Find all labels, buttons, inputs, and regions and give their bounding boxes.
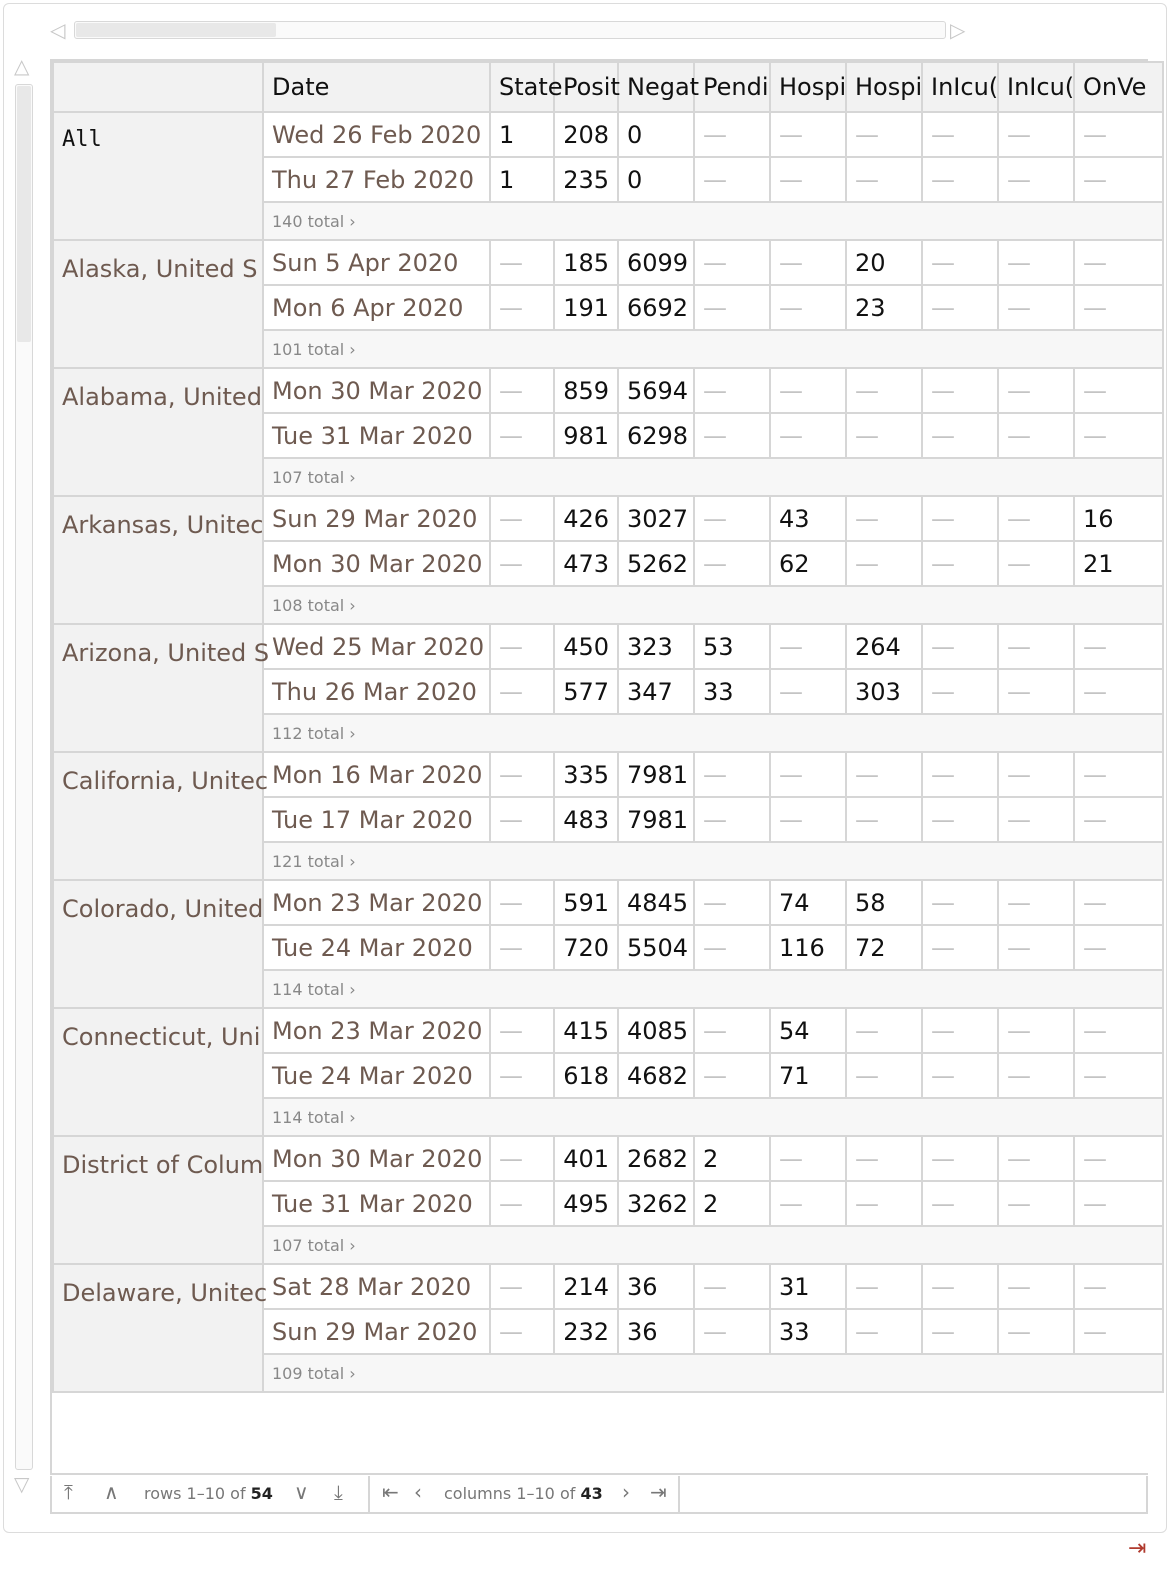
data-cell: 1	[490, 157, 554, 202]
group-total-link[interactable]: 140 total ›	[263, 202, 1163, 240]
data-cell: 6298	[618, 413, 694, 458]
data-cell: —	[846, 797, 922, 842]
data-cell: 185	[554, 240, 618, 285]
data-cell: —	[770, 157, 846, 202]
date-cell[interactable]: Sun 5 Apr 2020	[263, 240, 490, 285]
data-cell: 591	[554, 880, 618, 925]
data-cell: —	[922, 1309, 998, 1354]
data-cell: —	[1074, 1309, 1163, 1354]
data-cell: 16	[1074, 496, 1163, 541]
data-cell: —	[694, 797, 770, 842]
data-cell: —	[922, 413, 998, 458]
data-cell: —	[694, 285, 770, 330]
prev-columns-icon[interactable]: ‹	[414, 1480, 422, 1504]
data-cell: 3262	[618, 1181, 694, 1226]
data-cell: —	[922, 1181, 998, 1226]
data-cell: —	[770, 1181, 846, 1226]
data-cell: 2682	[618, 1136, 694, 1181]
vertical-scroll-track[interactable]	[15, 84, 33, 1470]
table-row	[53, 1264, 1163, 1309]
group-label[interactable]: Arkansas, Unitec	[53, 496, 263, 624]
column-header[interactable]: Hospi	[846, 62, 922, 112]
group-label[interactable]: All	[53, 112, 263, 240]
date-cell[interactable]: Thu 27 Feb 2020	[263, 157, 490, 202]
data-cell: —	[1074, 240, 1163, 285]
data-cell: —	[998, 285, 1074, 330]
data-cell: —	[770, 413, 846, 458]
data-cell: —	[490, 1309, 554, 1354]
data-cell: —	[1074, 797, 1163, 842]
column-header[interactable]: InIcu(	[922, 62, 998, 112]
date-cell[interactable]: Wed 25 Mar 2020	[263, 624, 490, 669]
data-cell: —	[1074, 624, 1163, 669]
data-cell: —	[694, 925, 770, 970]
data-cell: —	[922, 240, 998, 285]
data-cell: —	[998, 752, 1074, 797]
date-cell[interactable]: Tue 31 Mar 2020	[263, 413, 490, 458]
data-cell: 54	[770, 1008, 846, 1053]
data-cell: 483	[554, 797, 618, 842]
data-cell: 4085	[618, 1008, 694, 1053]
data-cell: —	[694, 368, 770, 413]
export-icon[interactable]: ⇥	[1128, 1536, 1147, 1561]
data-cell: —	[1074, 112, 1163, 157]
data-cell: —	[1074, 669, 1163, 714]
data-cell: —	[846, 413, 922, 458]
data-cell: —	[998, 541, 1074, 586]
data-cell: —	[694, 752, 770, 797]
data-cell: —	[922, 1136, 998, 1181]
data-cell: 577	[554, 669, 618, 714]
column-header[interactable]: Posit	[554, 62, 618, 112]
data-cell: —	[490, 1053, 554, 1098]
data-cell: —	[1074, 157, 1163, 202]
data-cell: —	[998, 1181, 1074, 1226]
data-cell: —	[770, 285, 846, 330]
data-cell: —	[998, 669, 1074, 714]
header-row	[53, 62, 1163, 112]
data-cell: —	[846, 1053, 922, 1098]
data-cell: 303	[846, 669, 922, 714]
date-cell[interactable]: Mon 23 Mar 2020	[263, 1008, 490, 1053]
data-cell: —	[770, 112, 846, 157]
data-cell: —	[998, 240, 1074, 285]
data-cell: —	[1074, 368, 1163, 413]
data-cell: —	[770, 368, 846, 413]
data-cell: —	[770, 752, 846, 797]
data-cell: 33	[694, 669, 770, 714]
data-cell: —	[490, 1264, 554, 1309]
data-cell: 401	[554, 1136, 618, 1181]
date-cell[interactable]: Mon 30 Mar 2020	[263, 1136, 490, 1181]
data-cell: 981	[554, 413, 618, 458]
data-cell: —	[998, 157, 1074, 202]
data-cell: 62	[770, 541, 846, 586]
data-cell: 116	[770, 925, 846, 970]
data-cell: —	[846, 157, 922, 202]
pagination-bar	[50, 1476, 1148, 1514]
data-cell: —	[490, 669, 554, 714]
date-cell[interactable]: Sun 29 Mar 2020	[263, 1309, 490, 1354]
data-cell: —	[694, 1264, 770, 1309]
data-cell: —	[922, 285, 998, 330]
data-cell: 0	[618, 157, 694, 202]
data-cell: —	[1074, 880, 1163, 925]
data-cell: 2	[694, 1136, 770, 1181]
data-cell: —	[490, 752, 554, 797]
group-total-link[interactable]: 121 total ›	[263, 842, 1163, 880]
data-cell: —	[770, 797, 846, 842]
data-cell: —	[846, 1264, 922, 1309]
data-cell: 4682	[618, 1053, 694, 1098]
date-cell[interactable]: Mon 16 Mar 2020	[263, 752, 490, 797]
data-cell: 3027	[618, 496, 694, 541]
data-cell: —	[694, 541, 770, 586]
data-cell: —	[1074, 925, 1163, 970]
data-cell: —	[490, 1181, 554, 1226]
data-cell: —	[490, 624, 554, 669]
data-cell: —	[770, 624, 846, 669]
next-columns-icon[interactable]: ›	[622, 1480, 630, 1504]
first-rows-icon[interactable]: ⤒	[64, 1480, 73, 1504]
group-label[interactable]: Colorado, United	[53, 880, 263, 1008]
data-table	[50, 59, 1148, 1475]
date-cell[interactable]: Wed 26 Feb 2020	[263, 112, 490, 157]
data-cell: 450	[554, 624, 618, 669]
data-cell: 5694	[618, 368, 694, 413]
data-cell: —	[846, 541, 922, 586]
group-total-link[interactable]: 112 total ›	[263, 714, 1163, 752]
data-cell: 20	[846, 240, 922, 285]
data-cell: 58	[846, 880, 922, 925]
group-total-link[interactable]: 107 total ›	[263, 1226, 1163, 1264]
data-cell: 235	[554, 157, 618, 202]
data-cell: —	[998, 112, 1074, 157]
data-cell: —	[490, 541, 554, 586]
data-cell: 618	[554, 1053, 618, 1098]
columns-total: 43	[580, 1484, 603, 1503]
data-cell: —	[922, 496, 998, 541]
data-cell: 415	[554, 1008, 618, 1053]
data-cell: 232	[554, 1309, 618, 1354]
data-cell: 6099	[618, 240, 694, 285]
column-header[interactable]: InIcu(	[998, 62, 1074, 112]
date-cell[interactable]: Thu 26 Mar 2020	[263, 669, 490, 714]
column-header[interactable]: Negat	[618, 62, 694, 112]
data-cell: 5262	[618, 541, 694, 586]
data-cell: —	[998, 413, 1074, 458]
data-cell: 53	[694, 624, 770, 669]
data-cell: —	[846, 1181, 922, 1226]
data-cell: 859	[554, 368, 618, 413]
data-cell: 2	[694, 1181, 770, 1226]
data-cell: —	[694, 1309, 770, 1354]
data-cell: —	[922, 880, 998, 925]
data-cell: —	[694, 880, 770, 925]
columns-prefix: columns 1–10 of	[444, 1484, 576, 1503]
data-cell: 7981	[618, 797, 694, 842]
vertical-scrollbar[interactable]	[12, 56, 36, 1500]
data-cell: —	[770, 669, 846, 714]
data-cell: 33	[770, 1309, 846, 1354]
date-cell[interactable]: Tue 24 Mar 2020	[263, 925, 490, 970]
data-cell: —	[998, 797, 1074, 842]
table-row	[53, 1008, 1163, 1053]
data-cell: 36	[618, 1309, 694, 1354]
column-header[interactable]: Date	[263, 62, 490, 112]
data-cell: —	[490, 1136, 554, 1181]
group-label[interactable]: California, Unitec	[53, 752, 263, 880]
data-cell: 720	[554, 925, 618, 970]
rows-prefix: rows 1–10 of	[144, 1484, 246, 1503]
data-cell: 323	[618, 624, 694, 669]
data-cell: 6692	[618, 285, 694, 330]
data-cell: 0	[618, 112, 694, 157]
data-cell: —	[846, 112, 922, 157]
data-cell: 71	[770, 1053, 846, 1098]
data-cell: 74	[770, 880, 846, 925]
data-cell: —	[490, 797, 554, 842]
columns-indicator	[444, 1484, 603, 1503]
horizontal-scroll-thumb[interactable]	[76, 23, 276, 37]
date-cell[interactable]: Tue 31 Mar 2020	[263, 1181, 490, 1226]
date-cell[interactable]: Mon 30 Mar 2020	[263, 541, 490, 586]
scroll-up-icon[interactable]: △	[14, 54, 30, 78]
date-cell[interactable]: Mon 30 Mar 2020	[263, 368, 490, 413]
group-total-link[interactable]: 114 total ›	[263, 970, 1163, 1008]
horizontal-scrollbar[interactable]	[50, 18, 972, 44]
data-cell: —	[998, 1136, 1074, 1181]
data-cell: —	[1074, 752, 1163, 797]
data-cell: —	[1074, 285, 1163, 330]
data-cell: —	[694, 496, 770, 541]
data-cell: —	[1074, 1053, 1163, 1098]
data-cell: —	[694, 1008, 770, 1053]
scroll-right-icon[interactable]: ▷	[950, 18, 966, 42]
group-label[interactable]: Arizona, United S	[53, 624, 263, 752]
data-cell: —	[922, 797, 998, 842]
data-cell: 347	[618, 669, 694, 714]
data-cell: —	[998, 368, 1074, 413]
group-total-link[interactable]: 114 total ›	[263, 1098, 1163, 1136]
prev-rows-icon[interactable]: ∧	[104, 1480, 119, 1504]
data-cell: —	[490, 1008, 554, 1053]
data-cell: —	[846, 1309, 922, 1354]
group-total-link[interactable]: 107 total ›	[263, 458, 1163, 496]
data-cell: 36	[618, 1264, 694, 1309]
data-cell: —	[490, 240, 554, 285]
data-cell: —	[998, 1008, 1074, 1053]
data-cell: —	[998, 1309, 1074, 1354]
data-cell: —	[846, 1008, 922, 1053]
group-label[interactable]: Alabama, United	[53, 368, 263, 496]
data-cell: —	[694, 157, 770, 202]
table-row	[53, 368, 1163, 413]
rows-total: 54	[250, 1484, 273, 1503]
data-cell: 335	[554, 752, 618, 797]
data-cell: 208	[554, 112, 618, 157]
data-cell: —	[490, 413, 554, 458]
data-cell: —	[846, 496, 922, 541]
data-cell: —	[922, 925, 998, 970]
date-cell[interactable]: Tue 17 Mar 2020	[263, 797, 490, 842]
data-cell: 426	[554, 496, 618, 541]
scroll-left-icon[interactable]: ◁	[50, 18, 66, 42]
data-cell: —	[998, 1053, 1074, 1098]
table-row	[53, 880, 1163, 925]
data-cell: —	[922, 112, 998, 157]
first-columns-icon[interactable]: ⇤	[382, 1480, 399, 1504]
data-cell: —	[694, 1053, 770, 1098]
scroll-down-icon[interactable]: ▽	[14, 1472, 30, 1496]
data-cell: 43	[770, 496, 846, 541]
data-cell: 5504	[618, 925, 694, 970]
last-columns-icon[interactable]: ⇥	[650, 1480, 667, 1504]
data-cell: —	[694, 413, 770, 458]
footer-divider	[368, 1476, 370, 1514]
table-row	[53, 752, 1163, 797]
data-cell: —	[846, 752, 922, 797]
data-cell: 31	[770, 1264, 846, 1309]
data-cell: —	[1074, 1136, 1163, 1181]
data-cell: 264	[846, 624, 922, 669]
column-header[interactable]: Pendi	[694, 62, 770, 112]
table-row	[53, 496, 1163, 541]
data-cell: —	[1074, 1008, 1163, 1053]
group-label[interactable]: Alaska, United S	[53, 240, 263, 368]
data-cell: —	[1074, 1181, 1163, 1226]
date-cell[interactable]: Sat 28 Mar 2020	[263, 1264, 490, 1309]
date-cell[interactable]: Tue 24 Mar 2020	[263, 1053, 490, 1098]
data-cell: —	[694, 240, 770, 285]
column-header[interactable]: Hospi	[770, 62, 846, 112]
data-cell: —	[490, 925, 554, 970]
data-cell: —	[998, 496, 1074, 541]
data-cell: —	[922, 752, 998, 797]
data-cell: —	[922, 1053, 998, 1098]
column-header[interactable]: OnVe	[1074, 62, 1163, 112]
column-header[interactable]: State	[490, 62, 554, 112]
horizontal-scroll-track[interactable]	[74, 21, 946, 39]
table-row	[53, 1136, 1163, 1181]
rows-indicator	[144, 1484, 273, 1503]
table-row	[53, 240, 1163, 285]
data-cell: —	[490, 880, 554, 925]
data-cell: 473	[554, 541, 618, 586]
table-row	[53, 112, 1163, 157]
group-label[interactable]: Delaware, Unitec	[53, 1264, 263, 1392]
data-cell: —	[1074, 413, 1163, 458]
data-cell: —	[922, 368, 998, 413]
table-row	[53, 624, 1163, 669]
date-cell[interactable]: Mon 6 Apr 2020	[263, 285, 490, 330]
data-cell: 214	[554, 1264, 618, 1309]
date-cell[interactable]: Sun 29 Mar 2020	[263, 496, 490, 541]
footer-divider	[678, 1476, 680, 1514]
date-cell[interactable]: Mon 23 Mar 2020	[263, 880, 490, 925]
data-cell: 4845	[618, 880, 694, 925]
data-cell: —	[846, 368, 922, 413]
data-cell: —	[922, 669, 998, 714]
data-cell: 191	[554, 285, 618, 330]
data-cell: —	[770, 240, 846, 285]
data-cell: —	[922, 624, 998, 669]
last-rows-icon[interactable]: ⤓	[334, 1480, 343, 1504]
data-cell: 72	[846, 925, 922, 970]
data-cell: —	[1074, 1264, 1163, 1309]
data-cell: —	[922, 541, 998, 586]
data-cell: —	[490, 368, 554, 413]
data-cell: —	[770, 1136, 846, 1181]
group-total-link[interactable]: 108 total ›	[263, 586, 1163, 624]
group-total-link[interactable]: 101 total ›	[263, 330, 1163, 368]
data-cell: —	[490, 285, 554, 330]
corner-cell	[53, 62, 263, 112]
next-rows-icon[interactable]: ∨	[294, 1480, 309, 1504]
group-label[interactable]: Connecticut, Uni	[53, 1008, 263, 1136]
group-label[interactable]: District of Colum	[53, 1136, 263, 1264]
data-cell: —	[998, 880, 1074, 925]
data-cell: —	[922, 1008, 998, 1053]
data-cell: —	[922, 157, 998, 202]
data-cell: —	[846, 1136, 922, 1181]
data-cell: 495	[554, 1181, 618, 1226]
data-cell: —	[490, 496, 554, 541]
data-cell: 23	[846, 285, 922, 330]
data-cell: —	[694, 112, 770, 157]
data-cell: —	[998, 624, 1074, 669]
group-total-link[interactable]: 109 total ›	[263, 1354, 1163, 1392]
data-cell: —	[922, 1264, 998, 1309]
data-cell: —	[998, 925, 1074, 970]
vertical-scroll-thumb[interactable]	[17, 86, 31, 342]
data-cell: 7981	[618, 752, 694, 797]
data-cell: —	[998, 1264, 1074, 1309]
data-cell: 21	[1074, 541, 1163, 586]
data-cell: 1	[490, 112, 554, 157]
